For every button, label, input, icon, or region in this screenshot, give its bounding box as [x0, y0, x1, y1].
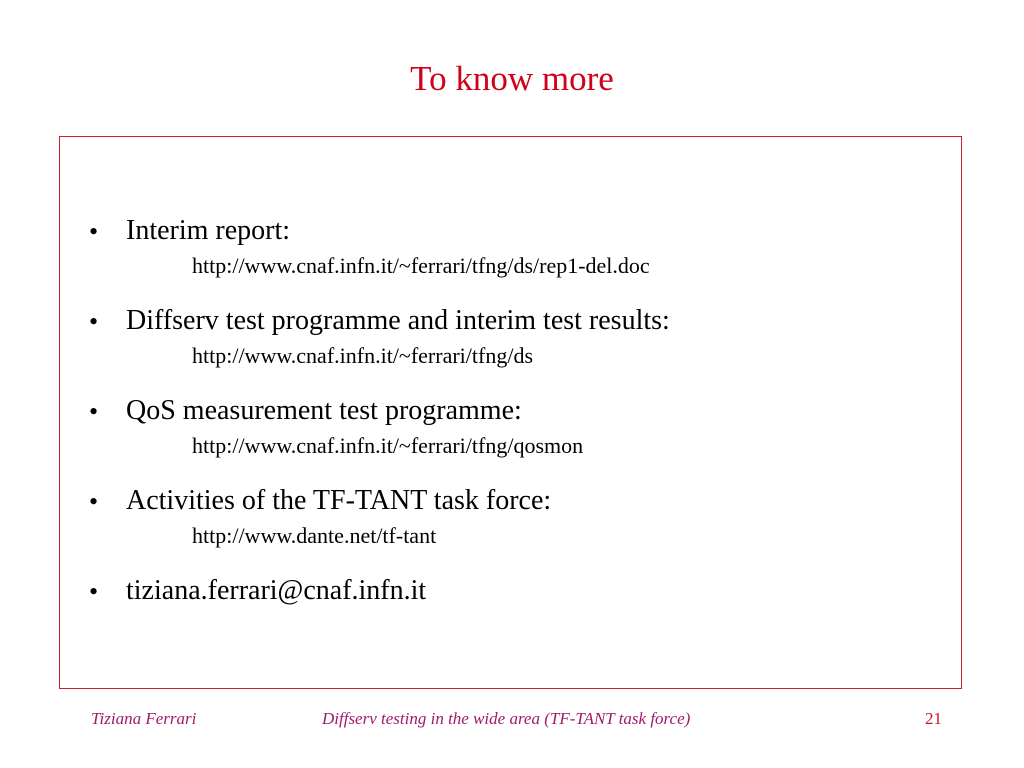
bullet-list	[86, 213, 946, 609]
qos-measurement-link[interactable]: http://www.cnaf.infn.it/~ferrari/tfng/qosmon	[192, 433, 584, 458]
bullet-icon: •	[89, 487, 99, 516]
bullet-item-interim-report	[86, 213, 946, 281]
tf-tant-link[interactable]: http://www.dante.net/tf-tant	[192, 523, 437, 548]
bullet-icon: •	[89, 307, 99, 336]
bullet-icon: •	[89, 397, 99, 426]
diffserv-test-link[interactable]: http://www.cnaf.infn.it/~ferrari/tfng/ds	[192, 343, 533, 368]
slide-title: To know more	[410, 59, 614, 98]
bullet-icon: •	[89, 217, 99, 246]
interim-report-link[interactable]: http://www.cnaf.infn.it/~ferrari/tfng/ds/rep1-del.doc	[192, 253, 650, 278]
bullet-item-email	[86, 573, 946, 609]
bullet-icon: •	[89, 577, 99, 606]
bullet-item-qos-measurement	[86, 393, 946, 461]
bullet-item-tf-tant-activities	[86, 483, 946, 551]
footer-title: Diffserv testing in the wide area (TF-TANT task force)	[322, 709, 691, 728]
bullet-text: Activities of the TF-TANT task force:	[126, 485, 552, 516]
bullet-item-diffserv-test	[86, 303, 946, 371]
page-number: 21	[925, 709, 942, 728]
content-box	[59, 136, 962, 689]
bullet-text: Diffserv test programme and interim test results:	[126, 305, 670, 336]
bullet-text: QoS measurement test programme:	[126, 395, 522, 426]
email-link[interactable]: tiziana.ferrari@cnaf.infn.it	[126, 575, 427, 606]
bullet-text: Interim report:	[126, 215, 291, 246]
footer-author: Tiziana Ferrari	[91, 709, 197, 728]
